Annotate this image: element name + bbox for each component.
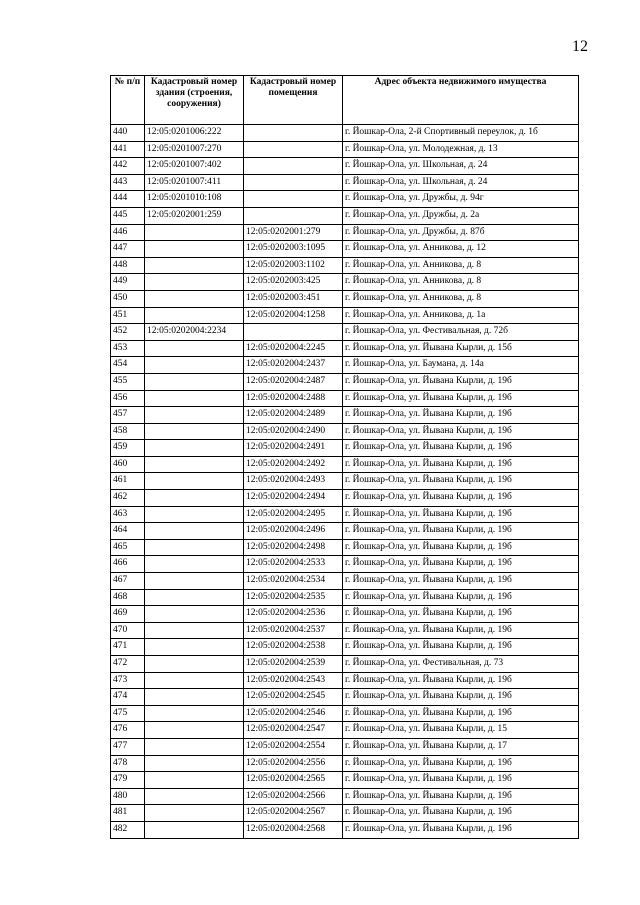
address-cell: г. Йошкар-Ола, ул. Йывана Кырли, д. 19б bbox=[343, 788, 579, 805]
table-row bbox=[111, 373, 579, 390]
table-body bbox=[111, 125, 579, 839]
row-number: 473 bbox=[111, 672, 145, 689]
table-row bbox=[111, 523, 579, 540]
row-number: 447 bbox=[111, 241, 145, 258]
table-row bbox=[111, 672, 579, 689]
address-cell: г. Йошкар-Ола, ул. Фестивальная, д. 72б bbox=[343, 324, 579, 341]
row-number: 467 bbox=[111, 573, 145, 590]
table-row bbox=[111, 340, 579, 357]
room-cadastral-cell bbox=[244, 324, 343, 341]
row-number: 451 bbox=[111, 307, 145, 324]
address-cell: г. Йошкар-Ола, ул. Йывана Кырли, д. 17 bbox=[343, 738, 579, 755]
header-number: № п/п bbox=[111, 76, 145, 125]
room-cadastral-cell: 12:05:0202004:2546 bbox=[244, 705, 343, 722]
building-cadastral-cell bbox=[145, 738, 244, 755]
table-row bbox=[111, 174, 579, 191]
row-number: 454 bbox=[111, 357, 145, 374]
room-cadastral-cell bbox=[244, 174, 343, 191]
room-cadastral-cell: 12:05:0202004:2554 bbox=[244, 738, 343, 755]
row-number: 481 bbox=[111, 805, 145, 822]
building-cadastral-cell: 12:05:0202001:259 bbox=[145, 207, 244, 224]
table-row bbox=[111, 456, 579, 473]
room-cadastral-cell: 12:05:0202004:2547 bbox=[244, 722, 343, 739]
building-cadastral-cell bbox=[145, 357, 244, 374]
table-row bbox=[111, 290, 579, 307]
table-row bbox=[111, 257, 579, 274]
building-cadastral-cell bbox=[145, 490, 244, 507]
address-cell: г. Йошкар-Ола, ул. Баумана, д. 14а bbox=[343, 357, 579, 374]
address-cell: г. Йошкар-Ола, ул. Йывана Кырли, д. 19б bbox=[343, 689, 579, 706]
row-number: 472 bbox=[111, 656, 145, 673]
row-number: 476 bbox=[111, 722, 145, 739]
table-row bbox=[111, 656, 579, 673]
room-cadastral-cell: 12:05:0202004:2495 bbox=[244, 506, 343, 523]
row-number: 448 bbox=[111, 257, 145, 274]
address-cell: г. Йошкар-Ола, ул. Йывана Кырли, д. 19б bbox=[343, 639, 579, 656]
table-row bbox=[111, 689, 579, 706]
address-cell: г. Йошкар-Ола, ул. Йывана Кырли, д. 19б bbox=[343, 573, 579, 590]
address-cell: г. Йошкар-Ола, ул. Йывана Кырли, д. 19б bbox=[343, 772, 579, 789]
row-number: 457 bbox=[111, 407, 145, 424]
building-cadastral-cell bbox=[145, 772, 244, 789]
address-cell: г. Йошкар-Ола, ул. Йывана Кырли, д. 19б bbox=[343, 821, 579, 838]
table-row bbox=[111, 490, 579, 507]
row-number: 442 bbox=[111, 158, 145, 175]
table-row bbox=[111, 589, 579, 606]
row-number: 461 bbox=[111, 473, 145, 490]
building-cadastral-cell bbox=[145, 606, 244, 623]
table-row bbox=[111, 805, 579, 822]
building-cadastral-cell bbox=[145, 573, 244, 590]
address-cell: г. Йошкар-Ола, ул. Йывана Кырли, д. 19б bbox=[343, 440, 579, 457]
row-number: 464 bbox=[111, 523, 145, 540]
address-cell: г. Йошкар-Ола, ул. Школьная, д. 24 bbox=[343, 174, 579, 191]
room-cadastral-cell: 12:05:0202003:1102 bbox=[244, 257, 343, 274]
address-cell: г. Йошкар-Ола, ул. Анникова, д. 8 bbox=[343, 290, 579, 307]
address-cell: г. Йошкар-Ола, ул. Йывана Кырли, д. 19б bbox=[343, 506, 579, 523]
table-row bbox=[111, 191, 579, 208]
table-row bbox=[111, 224, 579, 241]
room-cadastral-cell: 12:05:0202004:2496 bbox=[244, 523, 343, 540]
row-number: 479 bbox=[111, 772, 145, 789]
room-cadastral-cell: 12:05:0202003:425 bbox=[244, 274, 343, 291]
building-cadastral-cell bbox=[145, 407, 244, 424]
building-cadastral-cell bbox=[145, 821, 244, 838]
building-cadastral-cell bbox=[145, 241, 244, 258]
room-cadastral-cell: 12:05:0202004:2487 bbox=[244, 373, 343, 390]
building-cadastral-cell bbox=[145, 722, 244, 739]
table-row bbox=[111, 788, 579, 805]
building-cadastral-cell bbox=[145, 788, 244, 805]
row-number: 443 bbox=[111, 174, 145, 191]
address-cell: г. Йошкар-Ола, ул. Молодежная, д. 13 bbox=[343, 141, 579, 158]
building-cadastral-cell bbox=[145, 440, 244, 457]
room-cadastral-cell: 12:05:0202004:2535 bbox=[244, 589, 343, 606]
address-cell: г. Йошкар-Ола, ул. Йывана Кырли, д. 19б bbox=[343, 373, 579, 390]
room-cadastral-cell bbox=[244, 191, 343, 208]
room-cadastral-cell bbox=[244, 141, 343, 158]
building-cadastral-cell bbox=[145, 805, 244, 822]
row-number: 470 bbox=[111, 622, 145, 639]
room-cadastral-cell: 12:05:0202004:2538 bbox=[244, 639, 343, 656]
room-cadastral-cell: 12:05:0202004:1258 bbox=[244, 307, 343, 324]
table-row bbox=[111, 423, 579, 440]
address-cell: г. Йошкар-Ола, ул. Дружбы, д. 2а bbox=[343, 207, 579, 224]
address-cell: г. Йошкар-Ола, ул. Анникова, д. 12 bbox=[343, 241, 579, 258]
table-row bbox=[111, 539, 579, 556]
room-cadastral-cell: 12:05:0202004:2491 bbox=[244, 440, 343, 457]
row-number: 478 bbox=[111, 755, 145, 772]
address-cell: г. Йошкар-Ола, ул. Анникова, д. 1а bbox=[343, 307, 579, 324]
building-cadastral-cell bbox=[145, 689, 244, 706]
building-cadastral-cell bbox=[145, 556, 244, 573]
row-number: 482 bbox=[111, 821, 145, 838]
address-cell: г. Йошкар-Ола, ул. Школьная, д. 24 bbox=[343, 158, 579, 175]
address-cell: г. Йошкар-Ола, ул. Йывана Кырли, д. 19б bbox=[343, 473, 579, 490]
table-row bbox=[111, 158, 579, 175]
building-cadastral-cell: 12:05:0201010:108 bbox=[145, 191, 244, 208]
row-number: 440 bbox=[111, 125, 145, 142]
address-cell: г. Йошкар-Ола, ул. Йывана Кырли, д. 19б bbox=[343, 805, 579, 822]
table-row bbox=[111, 357, 579, 374]
building-cadastral-cell bbox=[145, 672, 244, 689]
address-cell: г. Йошкар-Ола, ул. Йывана Кырли, д. 19б bbox=[343, 456, 579, 473]
table-row bbox=[111, 473, 579, 490]
address-cell: г. Йошкар-Ола, ул. Фестивальная, д. 73 bbox=[343, 656, 579, 673]
building-cadastral-cell bbox=[145, 290, 244, 307]
room-cadastral-cell: 12:05:0202004:2490 bbox=[244, 423, 343, 440]
building-cadastral-cell bbox=[145, 589, 244, 606]
table-row bbox=[111, 241, 579, 258]
building-cadastral-cell bbox=[145, 755, 244, 772]
room-cadastral-cell: 12:05:0202004:2536 bbox=[244, 606, 343, 623]
row-number: 471 bbox=[111, 639, 145, 656]
room-cadastral-cell: 12:05:0202004:2537 bbox=[244, 622, 343, 639]
building-cadastral-cell bbox=[145, 506, 244, 523]
row-number: 474 bbox=[111, 689, 145, 706]
row-number: 456 bbox=[111, 390, 145, 407]
building-cadastral-cell bbox=[145, 473, 244, 490]
building-cadastral-cell: 12:05:0201007:411 bbox=[145, 174, 244, 191]
address-cell: г. Йошкар-Ола, ул. Йывана Кырли, д. 19б bbox=[343, 672, 579, 689]
row-number: 459 bbox=[111, 440, 145, 457]
building-cadastral-cell: 12:05:0201006:222 bbox=[145, 125, 244, 142]
table-row bbox=[111, 407, 579, 424]
table-row bbox=[111, 141, 579, 158]
address-cell: г. Йошкар-Ола, ул. Дружбы, д. 87б bbox=[343, 224, 579, 241]
room-cadastral-cell: 12:05:0202004:2488 bbox=[244, 390, 343, 407]
table-row bbox=[111, 738, 579, 755]
row-number: 441 bbox=[111, 141, 145, 158]
building-cadastral-cell bbox=[145, 539, 244, 556]
room-cadastral-cell: 12:05:0202001:279 bbox=[244, 224, 343, 241]
address-cell: г. Йошкар-Ола, ул. Йывана Кырли, д. 19б bbox=[343, 705, 579, 722]
building-cadastral-cell bbox=[145, 274, 244, 291]
address-cell: г. Йошкар-Ола, ул. Йывана Кырли, д. 19б bbox=[343, 622, 579, 639]
room-cadastral-cell: 12:05:0202004:2556 bbox=[244, 755, 343, 772]
row-number: 450 bbox=[111, 290, 145, 307]
building-cadastral-cell bbox=[145, 705, 244, 722]
room-cadastral-cell: 12:05:0202004:2534 bbox=[244, 573, 343, 590]
table-row bbox=[111, 821, 579, 838]
header-address: Адрес объекта недвижимого имущества bbox=[343, 76, 579, 125]
room-cadastral-cell: 12:05:0202003:451 bbox=[244, 290, 343, 307]
address-cell: г. Йошкар-Ола, ул. Анникова, д. 8 bbox=[343, 274, 579, 291]
address-cell: г. Йошкар-Ола, ул. Йывана Кырли, д. 19б bbox=[343, 490, 579, 507]
row-number: 462 bbox=[111, 490, 145, 507]
room-cadastral-cell: 12:05:0202004:2533 bbox=[244, 556, 343, 573]
address-cell: г. Йошкар-Ола, ул. Йывана Кырли, д. 19б bbox=[343, 523, 579, 540]
building-cadastral-cell bbox=[145, 423, 244, 440]
table-row bbox=[111, 125, 579, 142]
building-cadastral-cell: 12:05:0201007:402 bbox=[145, 158, 244, 175]
table-row bbox=[111, 639, 579, 656]
address-cell: г. Йошкар-Ола, ул. Йывана Кырли, д. 19б bbox=[343, 755, 579, 772]
header-room-cadastral: Кадастровый номер помещения bbox=[244, 76, 343, 125]
address-cell: г. Йошкар-Ола, ул. Дружбы, д. 94г bbox=[343, 191, 579, 208]
address-cell: г. Йошкар-Ола, ул. Йывана Кырли, д. 15 bbox=[343, 722, 579, 739]
row-number: 469 bbox=[111, 606, 145, 623]
room-cadastral-cell: 12:05:0202004:2493 bbox=[244, 473, 343, 490]
room-cadastral-cell: 12:05:0202004:2498 bbox=[244, 539, 343, 556]
table-row bbox=[111, 324, 579, 341]
table-row bbox=[111, 772, 579, 789]
building-cadastral-cell bbox=[145, 523, 244, 540]
room-cadastral-cell: 12:05:0202004:2566 bbox=[244, 788, 343, 805]
room-cadastral-cell: 12:05:0202004:2568 bbox=[244, 821, 343, 838]
table-row bbox=[111, 573, 579, 590]
header-building-cadastral: Кадастровый номер здания (строения, сооружения) bbox=[145, 76, 244, 125]
address-cell: г. Йошкар-Ола, ул. Йывана Кырли, д. 15б bbox=[343, 340, 579, 357]
room-cadastral-cell: 12:05:0202003:1095 bbox=[244, 241, 343, 258]
building-cadastral-cell: 12:05:0202004:2234 bbox=[145, 324, 244, 341]
room-cadastral-cell: 12:05:0202004:2543 bbox=[244, 672, 343, 689]
table-row bbox=[111, 556, 579, 573]
building-cadastral-cell bbox=[145, 257, 244, 274]
address-cell: г. Йошкар-Ола, ул. Йывана Кырли, д. 19б bbox=[343, 589, 579, 606]
property-register-table bbox=[110, 75, 579, 839]
row-number: 458 bbox=[111, 423, 145, 440]
row-number: 466 bbox=[111, 556, 145, 573]
building-cadastral-cell bbox=[145, 373, 244, 390]
building-cadastral-cell bbox=[145, 307, 244, 324]
page-number: 12 bbox=[572, 38, 588, 55]
row-number: 444 bbox=[111, 191, 145, 208]
room-cadastral-cell bbox=[244, 158, 343, 175]
table-row bbox=[111, 622, 579, 639]
room-cadastral-cell: 12:05:0202004:2245 bbox=[244, 340, 343, 357]
row-number: 446 bbox=[111, 224, 145, 241]
table-row bbox=[111, 207, 579, 224]
address-cell: г. Йошкар-Ола, ул. Анникова, д. 8 bbox=[343, 257, 579, 274]
building-cadastral-cell bbox=[145, 622, 244, 639]
room-cadastral-cell: 12:05:0202004:2492 bbox=[244, 456, 343, 473]
table-row bbox=[111, 390, 579, 407]
address-cell: г. Йошкар-Ола, ул. Йывана Кырли, д. 19б bbox=[343, 606, 579, 623]
row-number: 477 bbox=[111, 738, 145, 755]
room-cadastral-cell bbox=[244, 207, 343, 224]
row-number: 460 bbox=[111, 456, 145, 473]
room-cadastral-cell: 12:05:0202004:2565 bbox=[244, 772, 343, 789]
table-row bbox=[111, 506, 579, 523]
building-cadastral-cell bbox=[145, 390, 244, 407]
building-cadastral-cell bbox=[145, 340, 244, 357]
row-number: 453 bbox=[111, 340, 145, 357]
address-cell: г. Йошкар-Ола, ул. Йывана Кырли, д. 19б bbox=[343, 407, 579, 424]
room-cadastral-cell: 12:05:0202004:2437 bbox=[244, 357, 343, 374]
room-cadastral-cell: 12:05:0202004:2489 bbox=[244, 407, 343, 424]
building-cadastral-cell bbox=[145, 224, 244, 241]
table-row bbox=[111, 705, 579, 722]
row-number: 465 bbox=[111, 539, 145, 556]
row-number: 445 bbox=[111, 207, 145, 224]
room-cadastral-cell: 12:05:0202004:2567 bbox=[244, 805, 343, 822]
room-cadastral-cell: 12:05:0202004:2539 bbox=[244, 656, 343, 673]
row-number: 463 bbox=[111, 506, 145, 523]
table-row bbox=[111, 606, 579, 623]
building-cadastral-cell bbox=[145, 656, 244, 673]
room-cadastral-cell bbox=[244, 125, 343, 142]
address-cell: г. Йошкар-Ола, ул. Йывана Кырли, д. 19б bbox=[343, 556, 579, 573]
building-cadastral-cell bbox=[145, 639, 244, 656]
row-number: 480 bbox=[111, 788, 145, 805]
table-row bbox=[111, 755, 579, 772]
address-cell: г. Йошкар-Ола, ул. Йывана Кырли, д. 19б bbox=[343, 423, 579, 440]
table-row bbox=[111, 440, 579, 457]
row-number: 475 bbox=[111, 705, 145, 722]
address-cell: г. Йошкар-Ола, 2-й Спортивный переулок, д. 1б bbox=[343, 125, 579, 142]
row-number: 452 bbox=[111, 324, 145, 341]
building-cadastral-cell bbox=[145, 456, 244, 473]
row-number: 449 bbox=[111, 274, 145, 291]
building-cadastral-cell: 12:05:0201007:270 bbox=[145, 141, 244, 158]
address-cell: г. Йошкар-Ола, ул. Йывана Кырли, д. 19б bbox=[343, 390, 579, 407]
table-row bbox=[111, 722, 579, 739]
address-cell: г. Йошкар-Ола, ул. Йывана Кырли, д. 19б bbox=[343, 539, 579, 556]
room-cadastral-cell: 12:05:0202004:2545 bbox=[244, 689, 343, 706]
table-header-row bbox=[111, 76, 579, 125]
room-cadastral-cell: 12:05:0202004:2494 bbox=[244, 490, 343, 507]
row-number: 468 bbox=[111, 589, 145, 606]
table-row bbox=[111, 307, 579, 324]
row-number: 455 bbox=[111, 373, 145, 390]
table-row bbox=[111, 274, 579, 291]
